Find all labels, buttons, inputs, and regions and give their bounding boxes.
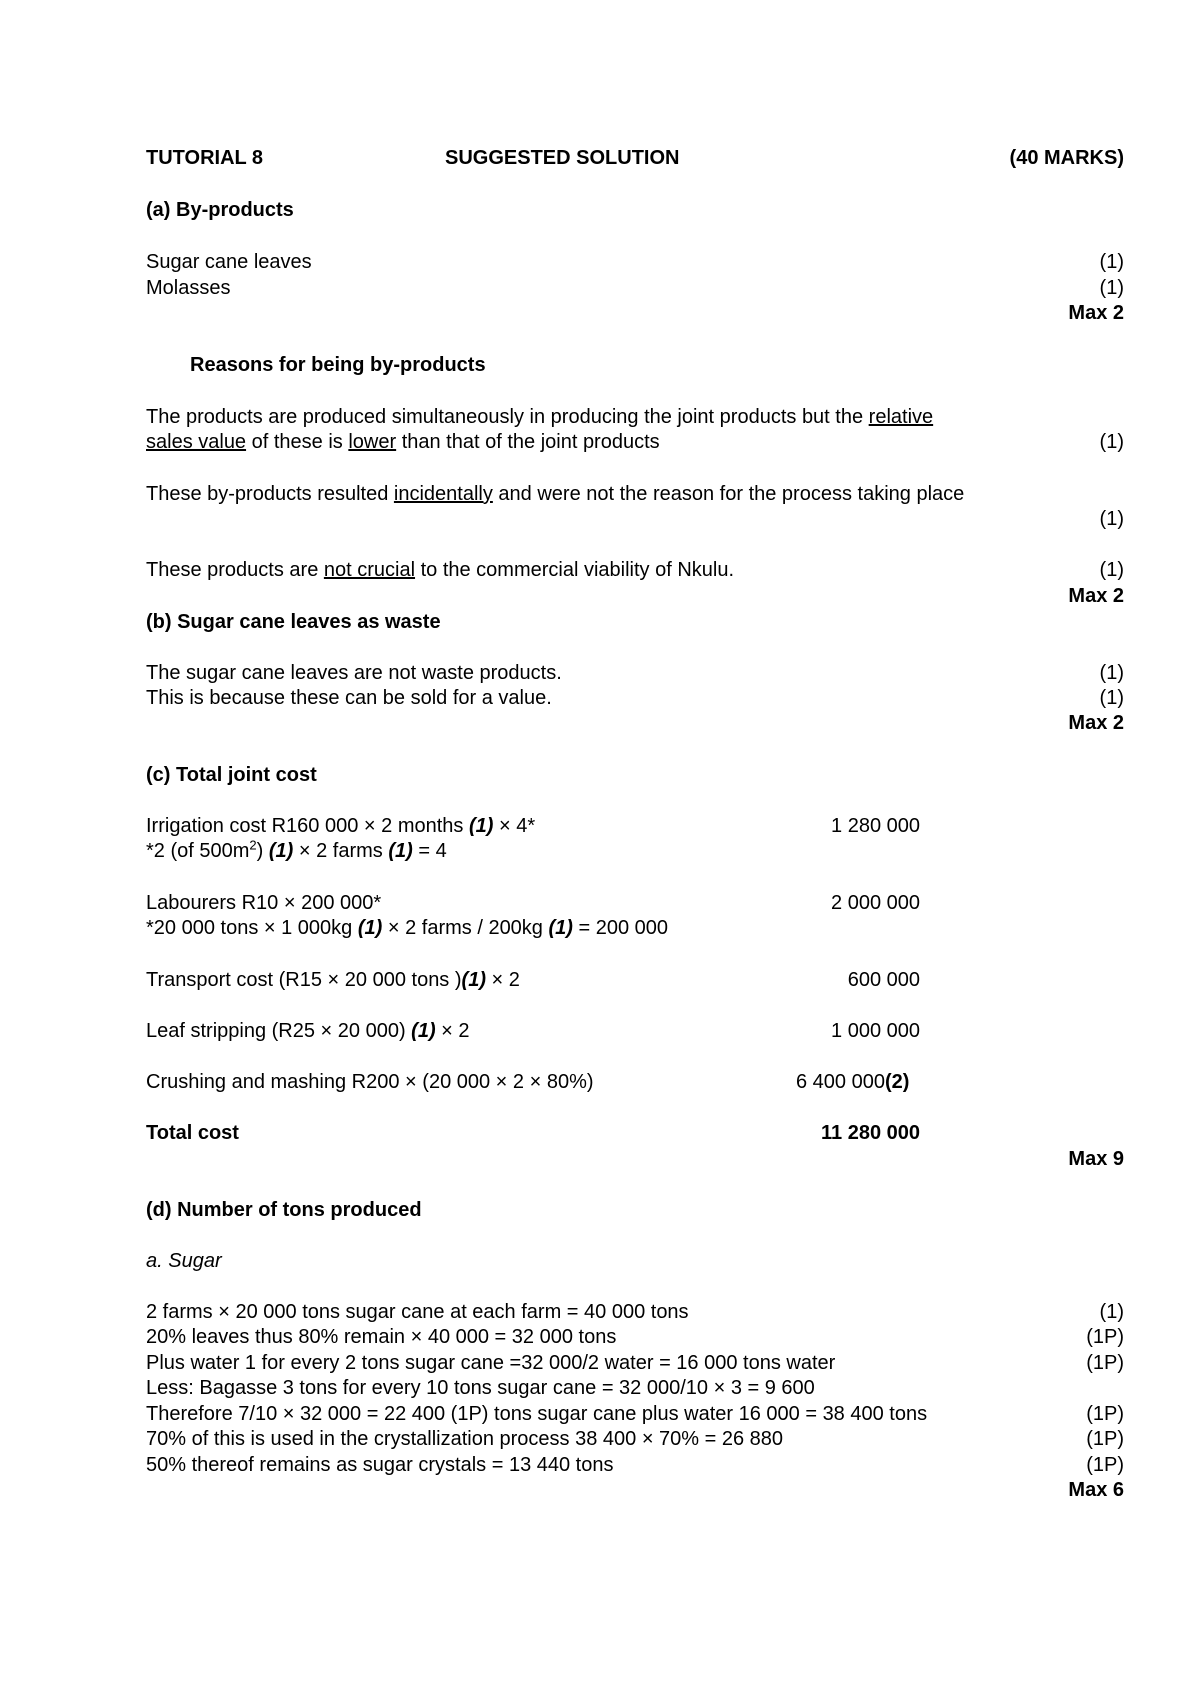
mark: (1): [1099, 251, 1124, 273]
reason-2: [146, 482, 964, 506]
crushing-amount: [796, 1070, 909, 1094]
text-span: *2 (of 500m: [146, 840, 250, 862]
sugar-subheading: a. Sugar: [146, 1250, 222, 1272]
mark: (1): [1099, 277, 1124, 299]
mark: (1): [1099, 508, 1124, 530]
byproduct-item: Molasses: [146, 277, 231, 299]
mark: (1): [1099, 1301, 1124, 1323]
underlined-text: sales value: [146, 431, 247, 453]
calc-line: Less: Bagasse 3 tons for every 10 tons sugar cane = 32 000/10 × 3 = 9 600: [146, 1377, 815, 1399]
calc-line: 2 farms × 20 000 tons sugar cane at each farm = 40 000 tons: [146, 1301, 689, 1323]
calc-line: 50% thereof remains as sugar crystals = 13 440 tons: [146, 1454, 614, 1476]
text-span: These products are: [146, 559, 324, 581]
superscript: 2: [249, 837, 257, 853]
max-marks: Max 2: [1068, 712, 1124, 734]
text-span: Transport cost (R15 × 20 000 tons ): [146, 969, 462, 991]
labourers-line: Labourers R10 × 200 000*: [146, 892, 382, 914]
text-span: × 2 farms / 200kg: [382, 917, 549, 939]
leaf-stripping-line: [146, 1019, 470, 1043]
irrigation-detail: [146, 839, 447, 863]
total-marks: (40 MARKS): [1009, 147, 1124, 169]
tutorial-title: TUTORIAL 8: [146, 147, 264, 169]
max-marks: Max 2: [1068, 302, 1124, 324]
mark-inline: (1): [468, 815, 494, 837]
mark: (1): [1099, 687, 1124, 709]
text-span: = 4: [412, 840, 447, 862]
mark-inline: (1): [411, 1020, 436, 1042]
section-a-heading: (a) By-products: [146, 199, 294, 221]
text-span: × 2: [435, 1020, 470, 1042]
calc-line: Therefore 7/10 × 32 000 = 22 400 (1P) tons sugar cane plus water 16 000 = 38 400 tons: [146, 1403, 928, 1425]
waste-line: The sugar cane leaves are not waste products.: [146, 662, 562, 684]
underlined-text: not crucial: [323, 559, 416, 581]
mark: (1P): [1086, 1326, 1124, 1348]
text-span: *20 000 tons × 1 000kg: [146, 917, 358, 939]
amount: 1 280 000: [831, 815, 920, 837]
mark: (1P): [1086, 1352, 1124, 1374]
total-cost-amount: 11 280 000: [821, 1122, 920, 1144]
reason-1-line-2: [146, 430, 660, 454]
text-span: Leaf stripping (R25 × 20 000): [146, 1020, 412, 1042]
section-c-heading: (c) Total joint cost: [146, 764, 317, 786]
max-marks: Max 6: [1068, 1479, 1124, 1501]
text-span: × 2: [485, 969, 520, 991]
crushing-line: Crushing and mashing R200 × (20 000 × 2 × 80%): [146, 1071, 594, 1093]
text-span: The products are produced simultaneously in producing the joint products but the: [146, 406, 869, 428]
mark: (1P): [1086, 1428, 1124, 1450]
mark-inline: (1): [357, 917, 383, 939]
calc-line: 20% leaves thus 80% remain × 40 000 = 32 000 tons: [146, 1326, 617, 1348]
waste-line: This is because these can be sold for a value.: [146, 687, 552, 709]
amount: 1 000 000: [831, 1020, 920, 1042]
calc-line: 70% of this is used in the crystallization process 38 400 × 70% = 26 880: [146, 1428, 784, 1450]
underlined-text: lower: [348, 431, 397, 453]
mark: (1): [1099, 431, 1124, 453]
text-span: × 2 farms: [293, 840, 389, 862]
reasons-heading: Reasons for being by-products: [190, 354, 486, 376]
calc-line: Plus water 1 for every 2 tons sugar cane =32 000/2 water = 16 000 tons water: [146, 1352, 836, 1374]
reason-1-line-1: [146, 405, 933, 429]
text-span: × 4*: [493, 815, 536, 837]
irrigation-line: [146, 814, 535, 838]
byproduct-item: Sugar cane leaves: [146, 251, 312, 273]
labourers-detail: [146, 916, 668, 940]
max-marks: Max 2: [1068, 585, 1124, 607]
mark: (1): [1099, 662, 1124, 684]
text-span: than that of the joint products: [396, 431, 660, 453]
mark-inline: (1): [268, 840, 294, 862]
max-marks: Max 9: [1068, 1148, 1124, 1170]
total-cost-label: Total cost: [146, 1122, 239, 1144]
solution-title: SUGGESTED SOLUTION: [445, 147, 680, 169]
amount: 6 400 000: [796, 1071, 885, 1093]
underlined-text: relative: [868, 406, 934, 428]
amount: 600 000: [847, 969, 920, 991]
text-span: = 200 000: [572, 917, 669, 939]
mark: (1P): [1086, 1454, 1124, 1476]
mark-inline: (1): [548, 917, 573, 939]
section-b-heading: (b) Sugar cane leaves as waste: [146, 611, 441, 633]
text-span: and were not the reason for the process taking place: [492, 483, 965, 505]
transport-line: [146, 968, 520, 992]
text-span: ): [256, 840, 269, 862]
text-span: Irrigation cost R160 000 × 2 months: [146, 815, 469, 837]
text-span: of these is: [246, 431, 349, 453]
section-d-heading: (d) Number of tons produced: [146, 1199, 422, 1221]
mark-inline: (1): [388, 840, 413, 862]
mark: (1): [1099, 559, 1124, 581]
reason-3: [146, 558, 734, 582]
underlined-text: incidentally: [393, 483, 493, 505]
mark-inline: (2): [884, 1071, 910, 1093]
text-span: These by-products resulted: [146, 483, 394, 505]
text-span: to the commercial viability of Nkulu.: [415, 559, 735, 581]
mark: (1P): [1086, 1403, 1124, 1425]
mark-inline: (1): [461, 969, 486, 991]
amount: 2 000 000: [831, 892, 920, 914]
